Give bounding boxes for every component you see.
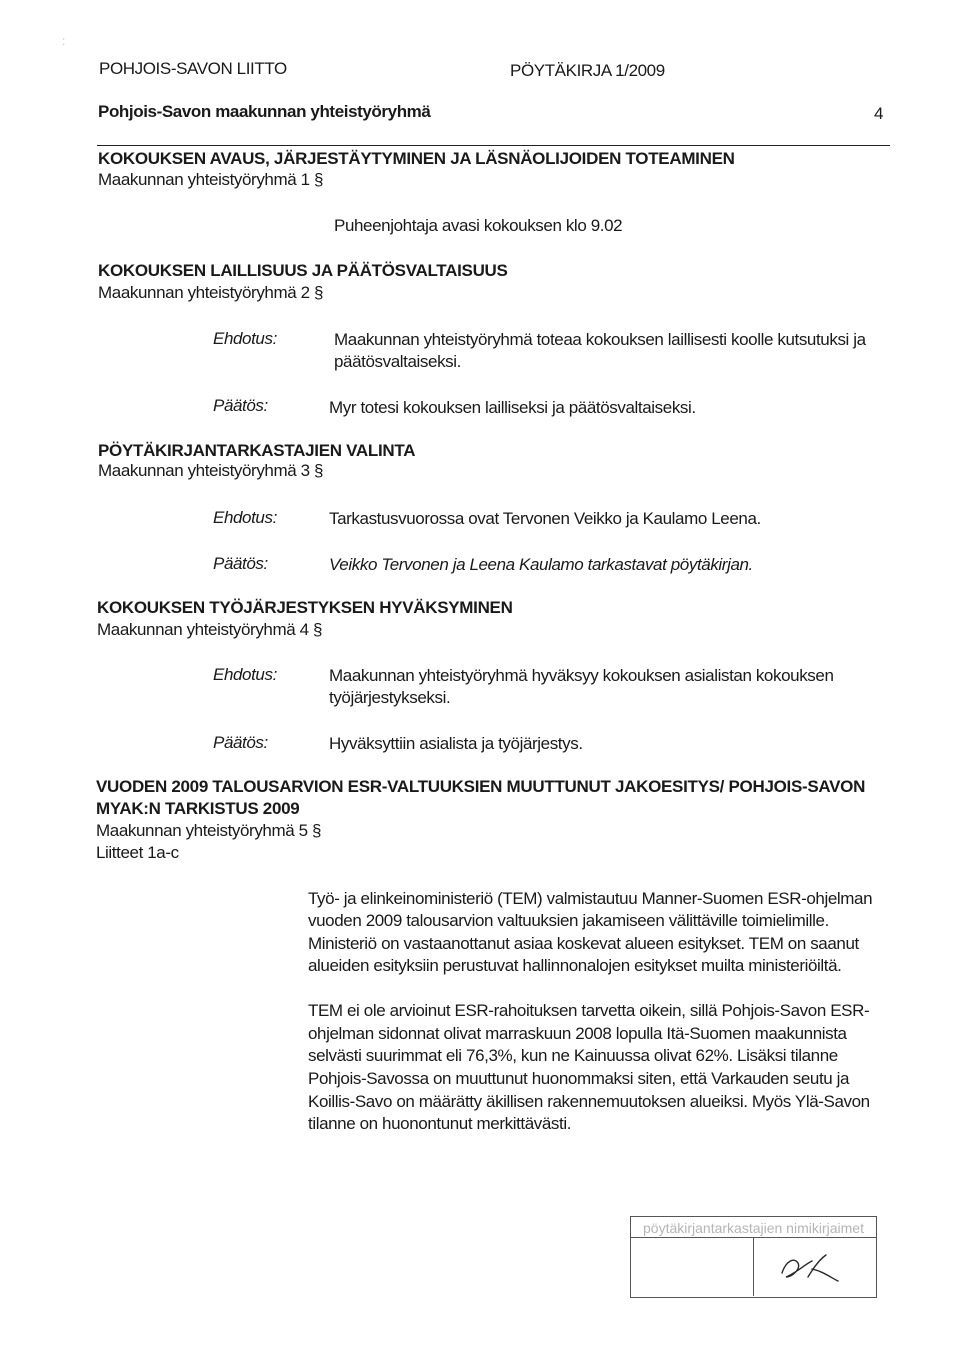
header-rule [97, 145, 890, 146]
section-4-ref: Maakunnan yhteistyöryhmä 4 § [97, 620, 323, 639]
section-3-paatos: Veikko Tervonen ja Leena Kaulamo tarkastavat pöytäkirjan. [329, 555, 753, 574]
section-2-ehdotus-line-1: Maakunnan yhteistyöryhmä toteaa kokouksen laillisesti koolle kutsutuksi ja [334, 330, 866, 349]
section-5-para-1-line-1: Työ- ja elinkeinoministeriö (TEM) valmistautuu Manner-Suomen ESR-ohjelman [308, 889, 873, 908]
section-5-para-1-line-3: Ministeriö on vastaanottanut asiaa koskevat alueen esitykset. TEM on saanut [308, 934, 859, 953]
section-2-paatos: Myr totesi kokouksen lailliseksi ja päätösvaltaiseksi. [329, 398, 696, 417]
section-2-title: KOKOUKSEN LAILLISUUS JA PÄÄTÖSVALTAISUUS [98, 261, 508, 280]
section-5-para-1-line-2: vuoden 2009 talousarvion valtuuksien jakamiseen välittäville toimielimille. [308, 911, 829, 930]
section-5-title-line-2: MYAK:N TARKISTUS 2009 [96, 799, 300, 818]
section-4-paatos-label: Päätös: [213, 733, 268, 752]
section-2-ehdotus-line-2: päätösvaltaiseksi. [334, 352, 461, 371]
section-3-ehdotus: Tarkastusvuorossa ovat Tervonen Veikko ja Kaulamo Leena. [329, 509, 761, 528]
section-4-ehdotus-label: Ehdotus: [213, 665, 277, 684]
scan-mark: : [62, 34, 65, 48]
section-3-title: PÖYTÄKIRJANTARKASTAJIEN VALINTA [98, 441, 416, 460]
section-4-paatos: Hyväksyttiin asialista ja työjärjestys. [329, 734, 583, 753]
section-5-para-2-line-1: TEM ei ole arvioinut ESR-rahoituksen tarvetta oikein, sillä Pohjois-Savon ESR- [308, 1001, 870, 1020]
section-4-title: KOKOUKSEN TYÖJÄRJESTYKSEN HYVÄKSYMINEN [97, 598, 513, 617]
page-number: 4 [874, 104, 884, 123]
section-4-ehdotus-line-1: Maakunnan yhteistyöryhmä hyväksyy kokouksen asialistan kokouksen [329, 666, 834, 685]
section-5-para-2-line-6: tilanne on huonontunut merkittävästi. [308, 1114, 572, 1133]
organization-name: POHJOIS-SAVON LIITTO [99, 59, 287, 78]
section-3-ref: Maakunnan yhteistyöryhmä 3 § [98, 461, 324, 480]
section-5-para-1-line-4: alueiden esityksiin perustuvat hallinnonalojen esitykset muilta ministeriöiltä. [308, 956, 842, 975]
section-2-ehdotus-label: Ehdotus: [213, 329, 277, 348]
handwritten-initials-icon [768, 1243, 858, 1293]
signature-cell [753, 1237, 876, 1296]
section-5-ref: Maakunnan yhteistyöryhmä 5 § [96, 821, 322, 840]
section-1-text: Puheenjohtaja avasi kokouksen klo 9.02 [334, 216, 623, 235]
section-5-para-2-line-4: Pohjois-Savossa on muuttunut huonommaksi siten, että Varkauden seutu ja [308, 1069, 850, 1088]
section-1-title: KOKOUKSEN AVAUS, JÄRJESTÄYTYMINEN JA LÄSNÄOLIJOIDEN TOTEAMINEN [98, 149, 735, 168]
section-2-ref: Maakunnan yhteistyöryhmä 2 § [98, 283, 324, 302]
section-2-paatos-label: Päätös: [213, 396, 268, 415]
document-title: PÖYTÄKIRJA 1/2009 [510, 61, 665, 80]
section-5-para-2-line-5: Koillis-Savo on määrätty äkillisen rakennemuutoksen alueiksi. Myös Ylä-Savon [308, 1092, 870, 1111]
signature-box-label: pöytäkirjantarkastajien nimikirjaimet [643, 1220, 864, 1236]
section-3-paatos-label: Päätös: [213, 554, 268, 573]
signature-box [630, 1216, 877, 1298]
section-1-ref: Maakunnan yhteistyöryhmä 1 § [98, 170, 324, 189]
group-name: Pohjois-Savon maakunnan yhteistyöryhmä [98, 102, 431, 121]
section-5-title-line-1: VUODEN 2009 TALOUSARVION ESR-VALTUUKSIEN MUUTTUNUT JAKOESITYS/ POHJOIS-SAVON [96, 777, 866, 796]
section-5-para-2-line-2: ohjelman sidonnat olivat marraskuun 2008 lopulla Itä-Suomen maakunnista [308, 1024, 847, 1043]
section-5-attachments: Liitteet 1a-c [96, 843, 179, 862]
section-3-ehdotus-label: Ehdotus: [213, 508, 277, 527]
section-5-para-2-line-3: selvästi suurimmat eli 76,3%, kun ne Kainuussa olivat 62%. Lisäksi tilanne [308, 1046, 838, 1065]
section-4-ehdotus-line-2: työjärjestykseksi. [329, 688, 451, 707]
